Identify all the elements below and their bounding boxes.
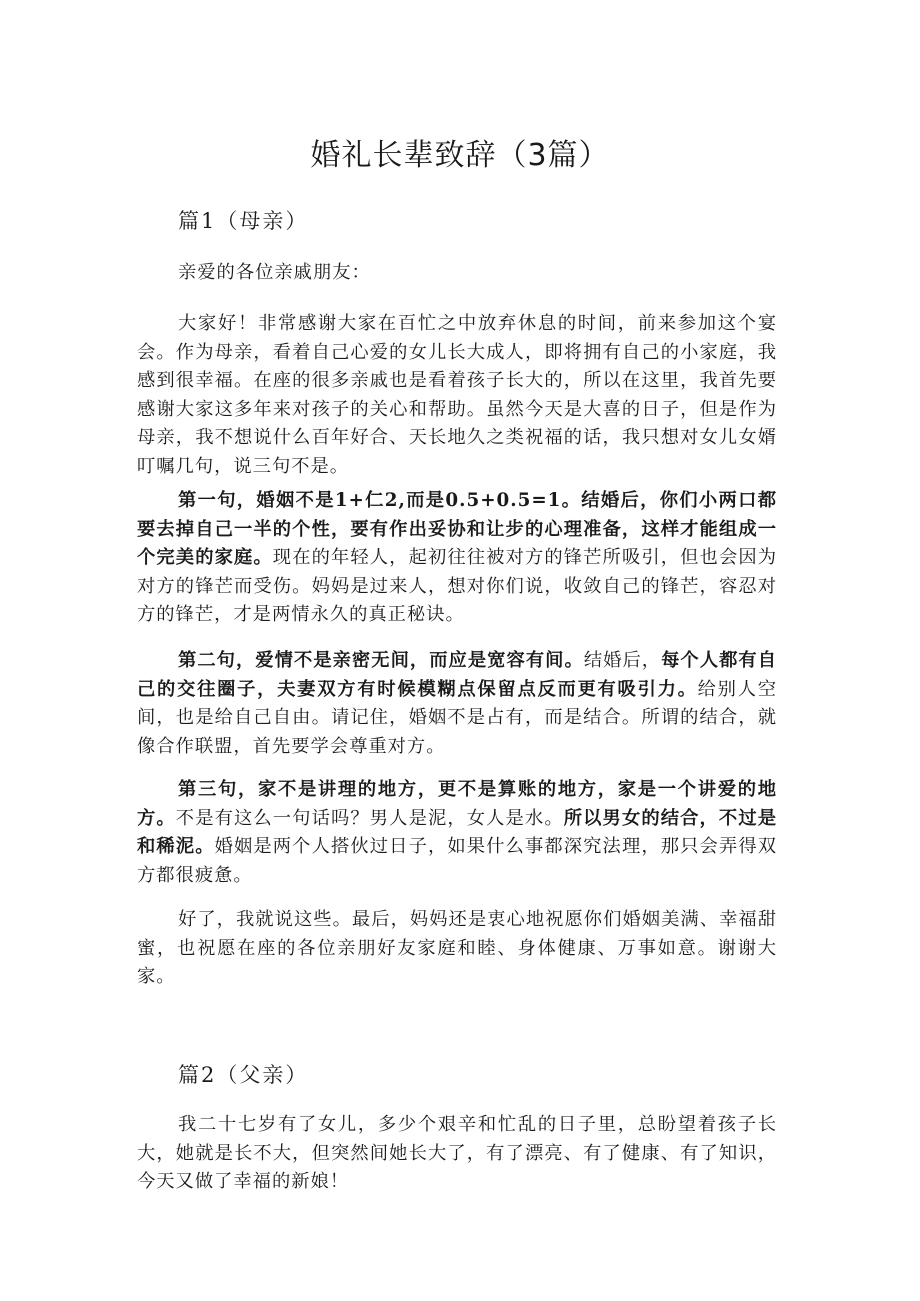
- section-1-heading: 篇1（母亲）: [178, 209, 309, 233]
- section-1-paragraph-third-point: [137, 776, 777, 890]
- third-point-connector: 不是有这么一句话吗？男人是泥，女人是水。: [175, 807, 564, 829]
- second-point-emphasis: 第二句，爱情不是亲密无间，而应是宽容有间。: [178, 650, 584, 671]
- second-point-emphasis-2: 每个人都有自己的交往圈子，夫妻双方有时候模糊点保留点反而更有吸引力。: [137, 650, 778, 700]
- document-title: 婚礼长辈致辞（3篇）: [310, 138, 610, 173]
- first-point-emphasis: 第一句，婚姻不是1+仁2,而是0.5+0.5=1。结婚后，你们小两口都要去掉自己一半的个性，要有作出妥协和让步的心理准备，这样才能组成一个完美的家庭。: [137, 490, 777, 568]
- section-1-paragraph-first-point: [137, 487, 777, 630]
- section-1-paragraph-intro: 大家好！非常感谢大家在百忙之中放弃休息的时间，前来参加这个宴会。作为母亲，看着自己心爱的女儿长大成人，即将拥有自己的小家庭，我感到很幸福。在座的很多亲戚也是看着孩子长大的，所以在这里，我首先要感谢大家这多年来对孩子的关心和帮助。虽然今天是大喜的日子，但是作为母亲，我不想说什么百年好合、天长地久之类祝福的话，我只想对女儿女婿叮嘱几句，说三句不是。: [137, 313, 777, 477]
- first-point-body: 现在的年轻人，起初往往被对方的锋芒所吸引，但也会因为对方的锋芒而受伤。妈妈是过来人，想对你们说，收敛自己的锋芒，容忍对方的锋芒，才是两情永久的真正秘诀。: [137, 547, 778, 625]
- second-point-connector: 结婚后，: [583, 650, 662, 671]
- third-point-emphasis-2: 所以男女的结合，不过是和稀泥。: [137, 807, 778, 857]
- section-2-heading: 篇2（父亲）: [178, 1063, 309, 1087]
- section-2-paragraph-intro: 我二十七岁有了女儿，多少个艰辛和忙乱的日子里，总盼望着孩子长大，她就是长不大，但突然间她长大了，有了漂亮、有了健康、有了知识，今天又做了幸福的新娘！: [137, 1114, 777, 1192]
- section-1-paragraph-second-point: [137, 647, 777, 761]
- section-1-paragraph-closing: 好了，我就说这些。最后，妈妈还是衷心地祝愿你们婚姻美满、幸福甜蜜，也祝愿在座的各位亲朋好友家庭和睦、身体健康、万事如意。谢谢大家。: [137, 909, 777, 987]
- third-point-emphasis: 第三句，家不是讲理的地方，更不是算账的地方，家是一个讲爱的地方。: [137, 779, 777, 829]
- section-1-greeting: 亲爱的各位亲戚朋友：: [178, 262, 371, 283]
- second-point-body: 给别人空间，也是给自己自由。请记住，婚姻不是占有，而是结合。所谓的结合，就像合作联盟，首先要学会尊重对方。: [137, 678, 778, 757]
- third-point-body: 婚姻是两个人搭伙过日子，如果什么事都深究法理，那只会弄得双方都很疲惫。: [137, 836, 778, 886]
